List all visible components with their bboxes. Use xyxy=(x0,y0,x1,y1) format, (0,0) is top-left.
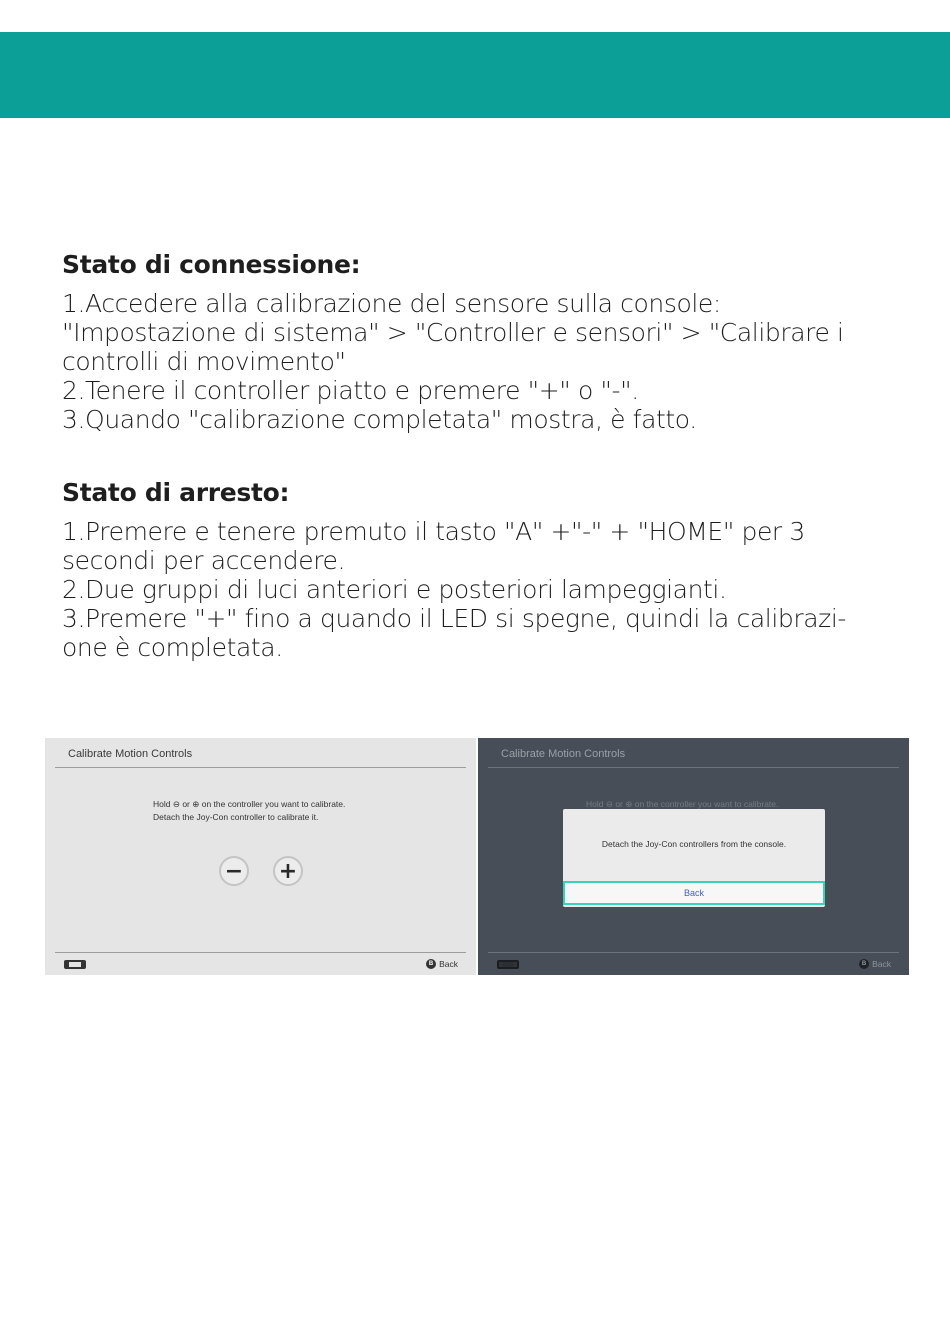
step-line: 3.Quando "calibrazione completata" mostra, è fatto. xyxy=(62,405,697,434)
step-line: 1.Accedere alla calibrazione del sensore sulla console: xyxy=(62,289,721,318)
connection-section xyxy=(62,250,902,434)
back-hint[interactable] xyxy=(426,959,458,969)
back-label: Back xyxy=(872,959,891,969)
dialog-back-button[interactable]: Back xyxy=(563,881,825,905)
section-title: Stato di arresto: xyxy=(62,478,290,507)
divider xyxy=(488,767,899,768)
back-hint[interactable] xyxy=(859,959,891,969)
step-line: 3.Premere "+" fino a quando il LED si spegne, quindi la calibrazi- xyxy=(62,604,847,633)
step-list xyxy=(62,517,902,662)
instruction-text xyxy=(153,798,345,824)
calibrate-screen xyxy=(45,738,476,975)
detach-dialog xyxy=(563,809,825,907)
header-band xyxy=(0,32,950,118)
plus-button-icon[interactable]: + xyxy=(273,856,303,886)
console-icon xyxy=(497,960,519,969)
screen-title: Calibrate Motion Controls xyxy=(68,748,193,760)
step-line: one è completata. xyxy=(62,633,283,662)
instruction-line: Hold ⊖ or ⊕ on the controller you want to calibrate. xyxy=(153,799,346,809)
step-line: 2.Due gruppi di luci anteriori e posteriori lampeggianti. xyxy=(62,575,727,604)
instruction-line: Hold ⊖ or ⊕ on the controller you want to calibrate. xyxy=(586,799,779,809)
step-line: controlli di movimento" xyxy=(62,347,346,376)
instruction-line: Detach the Joy-Con controller to calibrate it. xyxy=(153,812,319,822)
calibration-screenshots xyxy=(45,738,909,975)
step-line: "Impostazione di sistema" > "Controller e sensori" > "Calibrare i xyxy=(62,318,844,347)
minus-button-icon[interactable]: − xyxy=(219,856,249,886)
step-list xyxy=(62,289,902,434)
console-icon xyxy=(64,960,86,969)
divider xyxy=(55,952,466,953)
section-title: Stato di connessione: xyxy=(62,250,361,279)
divider xyxy=(488,952,899,953)
back-label: Back xyxy=(439,959,458,969)
step-line: secondi per accendere. xyxy=(62,546,346,575)
divider xyxy=(55,767,466,768)
shutdown-section xyxy=(62,478,902,662)
screen-title: Calibrate Motion Controls xyxy=(501,748,626,760)
step-line: 1.Premere e tenere premuto il tasto "A" +"-" + "HOME" per 3 xyxy=(62,517,805,546)
dialog-message: Detach the Joy-Con controllers from the console. xyxy=(601,839,787,849)
step-line: 2.Tenere il controller piatto e premere "+" o "-". xyxy=(62,376,639,405)
detach-dialog-screen xyxy=(478,738,909,975)
b-button-icon: B xyxy=(859,959,869,969)
b-button-icon: B xyxy=(426,959,436,969)
